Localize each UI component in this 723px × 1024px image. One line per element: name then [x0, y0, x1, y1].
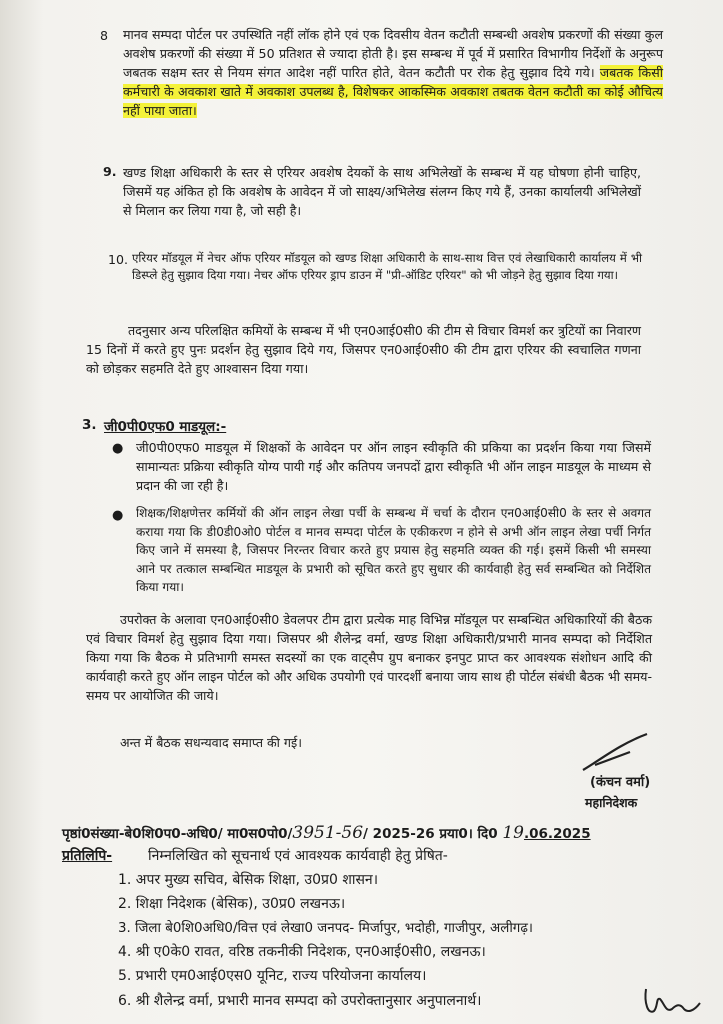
section-3-heading [104, 417, 226, 435]
copy-item-4: 4. श्री ए0के0 रावत, वरिष्ठ तकनीकी निदेशक, एन0आई0सी0, लखनऊ। [118, 944, 486, 960]
signatory-name: (कंचन वर्मा) [590, 775, 651, 790]
item-10-body: एरियर मॉडयूल में नेचर ऑफ एरियर मॉडयूल को खण्ड शिक्षा अधिकारी के साथ-साथ वित्त एवं लेखाधिकारी कार्यालय में भी डिस्प्ले हेतु सुझाव दिया गया। नेचर ऑफ एरियर ड्राप डाउन में "प्री-ऑडिट एरियर" को भी जोड़ने हेतु सुझाव दिया गया। [132, 251, 642, 282]
reference-day: 19 [502, 823, 524, 843]
copy-item-3: 3. जिला बे0शि0अधि0/वित्त एवं लेखा0 जनपद- मिर्जापुर, भदोही, गाजीपुर, अलीगढ़। [118, 921, 533, 936]
signatory-title: महानिदेशक [585, 795, 638, 810]
copy-item-5: 5. प्रभारी एम0आई0एस0 यूनिट, राज्य परियोजना कार्यालय। [118, 968, 427, 984]
copy-intro: निम्नलिखित को सूचनार्थ एवं आवश्यक कार्यवाही हेतु प्रेषित- [148, 848, 448, 864]
copy-item-1: 1. अपर मुख्य सचिव, बेसिक शिक्षा, उ0प्र0 शासन। [118, 872, 379, 888]
item-10-text [132, 250, 642, 284]
section-3-title: जी0पी0एफ0 माडयूल:- [104, 419, 227, 435]
bullet-1-text: जी0पी0एफ0 माडयूल में शिक्षकों के आवेदन पर ऑन लाइन स्वीकृति की प्रकिया का प्रदर्शन किया गया जिसमें सामान्यतः प्रक्रिया स्वीकृति योग्य पायी गई और कतिपय जनपदों द्वारा स्वीकृति भी ऑन लाइन माडयूल के माध्यम से प्रदान की जा रही है। [136, 440, 651, 493]
item-8-number: 8 [100, 28, 109, 43]
bullet-2-text: शिक्षक/शिक्षणेत्तर कर्मियों की ऑन लाइन लेखा पर्ची के सम्बन्ध में चर्चा के दौरान एन0आई0सी0 के स्तर से अवगत कराया गया कि डी0डी0ओ0 पोर्टल व मानव सम्पदा पोर्टल के एकीकरण न होने से अभी ऑन लाइन लेखा पर्ची निर्गत किए जाने में समस्या है, जिसपर निरन्तर विचार करते हुए प्रयास हेतु सहमति व्यक्त की गई। इसमें किसी भी समस्या आने पर तत्काल सम्बन्धित माडयूल के प्रभारी को सूचित करते हुए सुधार की कार्यवाही हेतु सर्व सम्बन्धित को निर्देशित किया गया। [136, 506, 651, 594]
item-8-highlight: जबतक किसी कर्मचारी के अवकाश खाते में अवकाश उपलब्ध है, विशेषकर आकस्मिक अवकाश तबतक वेतन कटौती का कोई औचित्य नहीं पाया जाता। [123, 65, 663, 118]
item-8-body: मानव सम्पदा पोर्टल पर उपस्थिति नहीं लॉक होने एवं एक दिवसीय वेतन कटौती सम्बन्धी अवशेष प्रकरणों की संख्या कुल अवशेष प्रकरणों की संख्या में 50 प्रतिशत से ज्यादा होती है। इस सम्बन्ध में पूर्व में प्रसारित विभागीय निर्देशों के अनुरूप जबतक सक्षम स्तर से नियम संगत आदेश नहीं पारित होते, वेतन कटौती पर रोक हेतु सुझाव दिये गये। [123, 27, 663, 80]
reference-number: 3951-56 [292, 823, 364, 843]
paragraph-nic-developer: उपरोक्त के अलावा एन0आई0सी0 डेवलपर टीम द्वारा प्रत्येक माह विभिन्न मॉडयूल पर सम्बन्धित अधिकारियों की बैठक एवं विचार विमर्श हेतु सुझाव दिया गया। जिसपर श्री शैलेन्द्र वर्मा, खण्ड शिक्षा अधिकारी/प्रभारी मानव सम्पदा को निर्देशित किया गया कि बैठक मे प्रतिभागी समस्त सदस्यों का एक वाट्सैप ग्रुप बनाकर इनपुट प्राप्त कर आवश्यक संशोधन आदि की कार्यवाही करते हुए ऑन लाइन पोर्टल को और अधिक उपयोगी एवं पारदर्शी बनाया जाय साथ ही पोर्टल संबंधी बैठक भी समय-समय पर आयोजित की जाये। [86, 612, 652, 703]
item-9-text [123, 163, 641, 220]
item-8-text [123, 25, 663, 120]
reference-prefix: पृष्ठां0संख्या-बे0शि0प0-अधि0/ मा0स0पो0/ [62, 826, 293, 842]
initials-mark [640, 985, 710, 1021]
bullet-2-icon: ● [112, 508, 124, 523]
reference-middle: / 2025-26 प्रया0। दि0 [363, 826, 498, 842]
section-3-number: 3. [82, 417, 97, 433]
item-10-number: 10. [108, 252, 129, 267]
copy-item-6: 6. श्री शैलेन्द्र वर्मा, प्रभारी मानव सम्पदा को उपरोक्तानुसार अनुपालनार्थ। [118, 993, 482, 1009]
item-9-body: खण्ड शिक्षा अधिकारी के स्तर से एरियर अवशेष देयकों के साथ अभिलेखों के सम्बन्ध में यह घोषणा होनी चाहिए, जिसमें यह अंकित हो कि अवशेष के आवेदन में जो साक्ष्य/अभिलेख संलग्न किए गये हैं, उनका कार्यालयी अभिलेखों से मिलान कर लिया गया है, जो सही है। [123, 165, 641, 218]
copy-item-2: 2. शिक्षा निदेशक (बेसिक), उ0प्र0 लखनऊ। [118, 896, 346, 912]
bullet-1-icon: ● [112, 441, 124, 456]
item-9-number: 9. [103, 164, 117, 179]
copy-label [62, 846, 112, 865]
reference-date: .06.2025 [523, 826, 591, 842]
paragraph-after-item-10: तदनुसार अन्य परिलक्षित कमियों के सम्बन्ध में भी एन0आई0सी0 की टीम से विचार विमर्श कर त्रुटियों का निवारण 15 दिनों में करते हुए पुनः प्रदर्शन हेतु सुझाव दिये गय, जिसपर एन0आई0सी0 की टीम द्वारा एरियर की स्वचालित गणना को छोड़कर सहमति देते हुए आश्वासन दिया गया। [86, 323, 641, 376]
closing-line: अन्त में बैठक सधन्यवाद समाप्त की गई। [120, 735, 302, 750]
reference-line [62, 823, 591, 843]
copy-label-text: प्रतिलिपि- [62, 848, 113, 864]
